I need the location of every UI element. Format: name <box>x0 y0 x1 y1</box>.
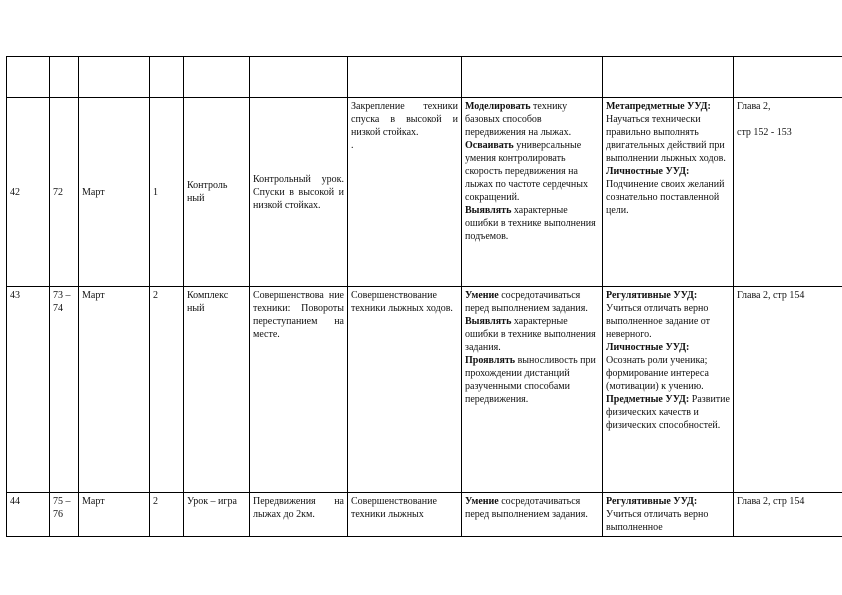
paragraph-lead: Личностные УУД: <box>606 342 690 353</box>
row-number: 43 <box>7 287 50 493</box>
cell-paragraph <box>606 341 730 393</box>
hours-cell: 2 <box>150 493 184 537</box>
lesson-topic: Передвижения на лыжах до 2км. <box>250 493 348 537</box>
paragraph-text: Подчинение своих желаний сознательно поставленной цели. <box>606 179 725 216</box>
reference-cell: Глава 2, стр 154 <box>734 287 842 493</box>
lesson-type: Контроль ный <box>184 98 250 287</box>
paragraph-text: универсальные умения контролировать скорость передвижения на лыжах по частоте сердечных сокращений. <box>465 140 588 203</box>
lesson-topic: Контрольный урок. Спуски в высокой и низкой стойках. <box>250 98 348 287</box>
hours-cell: 2 <box>150 287 184 493</box>
paragraph-lead: Регулятивные УУД: <box>606 496 698 507</box>
activity-cell <box>462 98 603 287</box>
paragraph-text: Учиться отличать верно выполненное <box>606 509 709 533</box>
table-row <box>7 493 842 537</box>
cell-paragraph <box>606 393 730 432</box>
header-cell <box>79 57 150 98</box>
lesson-type: Урок – игра <box>184 493 250 537</box>
paragraph-lead: Умение <box>465 496 499 507</box>
paragraph-lead: Выявлять <box>465 205 512 216</box>
activity-cell <box>462 287 603 493</box>
paragraph-lead: Личностные УУД: <box>606 166 690 177</box>
cell-paragraph <box>465 139 599 204</box>
paragraph-lead: Моделировать <box>465 101 531 112</box>
header-cell <box>7 57 50 98</box>
paragraph-text: Развитие физических качеств и физических способностей. <box>606 394 730 431</box>
header-cell <box>603 57 734 98</box>
cell-paragraph <box>606 165 730 217</box>
activity-cell <box>462 493 603 537</box>
paragraph-text: сосредотачиваться перед выполнением задания. <box>465 496 588 520</box>
lesson-type: Комплекс ный <box>184 287 250 493</box>
lesson-topic: Совершенствова ние техники: Повороты переступанием на месте. <box>250 287 348 493</box>
table-row <box>7 287 842 493</box>
header-cell <box>150 57 184 98</box>
cell-paragraph <box>465 204 599 243</box>
uud-cell <box>603 493 734 537</box>
paragraph-text: Учиться отличать верно выполненное задание от неверного. <box>606 303 710 340</box>
cell-paragraph <box>606 495 730 534</box>
cell-paragraph <box>465 100 599 139</box>
paragraph-lead: Проявлять <box>465 355 516 366</box>
header-cell <box>348 57 462 98</box>
paragraph-lead: Метапредметные УУД: <box>606 101 711 112</box>
paragraph-lead: Умение <box>465 290 499 301</box>
lesson-plan-table <box>6 56 842 537</box>
paragraph-lead: Выявлять <box>465 316 512 327</box>
row-number: 42 <box>7 98 50 287</box>
paragraph-text: выносливость при прохождении дистанций разученными способами передвижения. <box>465 355 596 405</box>
cell-paragraph <box>465 354 599 406</box>
paragraph-text: Осознать роли ученика; формирование интереса (мотивации) к учению. <box>606 355 709 392</box>
cell-paragraph <box>465 495 599 521</box>
cell-paragraph <box>606 100 730 165</box>
paragraph-text: сосредотачиваться перед выполнением задания. <box>465 290 588 314</box>
header-cell <box>184 57 250 98</box>
header-cell <box>50 57 79 98</box>
header-cell <box>734 57 842 98</box>
table-row <box>7 98 842 287</box>
paragraph-text: Научаться технически правильно выполнять двигательных действий при выполнении лыжных ходов. <box>606 114 726 164</box>
lesson-task: Закрепление техники спуска в высокой и низкой стойках. . <box>348 98 462 287</box>
cell-paragraph <box>465 315 599 354</box>
lesson-task: Совершенствование техники лыжных <box>348 493 462 537</box>
table-header-row <box>7 57 842 98</box>
hours-cell: 1 <box>150 98 184 287</box>
month-cell: Март <box>79 287 150 493</box>
month-cell: Март <box>79 493 150 537</box>
reference-cell: Глава 2, стр 152 - 153 <box>734 98 842 287</box>
paragraph-lead: Предметные УУД: <box>606 394 690 405</box>
lesson-number: 75 – 76 <box>50 493 79 537</box>
cell-paragraph <box>465 289 599 315</box>
month-cell: Март <box>79 98 150 287</box>
lesson-number: 72 <box>50 98 79 287</box>
paragraph-lead: Осваивать <box>465 140 514 151</box>
paragraph-text: характерные ошибки в технике выполнения задания. <box>465 316 596 353</box>
paragraph-lead: Регулятивные УУД: <box>606 290 698 301</box>
uud-cell <box>603 287 734 493</box>
cell-paragraph <box>606 289 730 341</box>
paragraph-text: технику базовых способов передвижения на лыжах. <box>465 101 572 138</box>
lesson-number: 73 – 74 <box>50 287 79 493</box>
header-cell <box>250 57 348 98</box>
paragraph-text: характерные ошибки в технике выполнения подъемов. <box>465 205 596 242</box>
row-number: 44 <box>7 493 50 537</box>
header-cell <box>462 57 603 98</box>
lesson-task: Совершенствование техники лыжных ходов. <box>348 287 462 493</box>
reference-cell: Глава 2, стр 154 <box>734 493 842 537</box>
uud-cell <box>603 98 734 287</box>
